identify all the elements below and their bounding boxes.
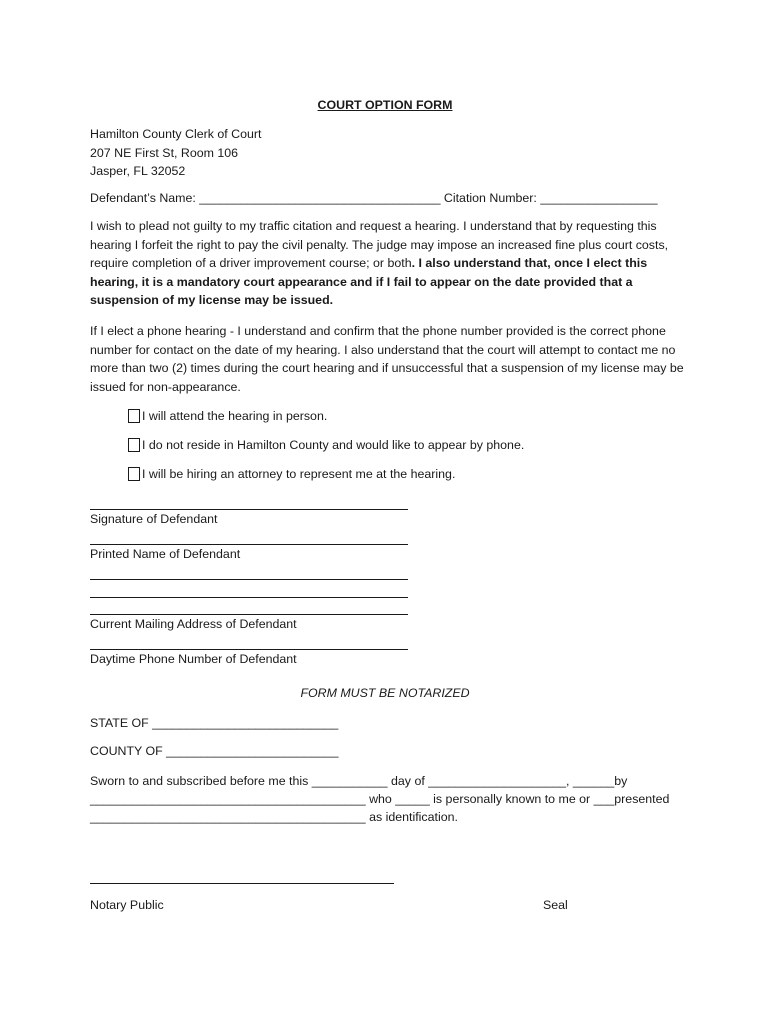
county-line[interactable]: COUNTY OF _________________________ — [90, 744, 339, 758]
notarized-notice: FORM MUST BE NOTARIZED — [300, 686, 470, 700]
checkbox-attorney[interactable] — [128, 467, 140, 481]
address-line-1[interactable] — [90, 579, 408, 580]
address-label: Current Mailing Address of Defendant — [90, 617, 297, 631]
phone-label: Daytime Phone Number of Defendant — [90, 652, 297, 666]
state-line[interactable]: STATE OF ___________________________ — [90, 716, 339, 730]
sworn-line-3[interactable]: ________________________________________ as identification. — [90, 810, 458, 824]
checkbox-in-person[interactable] — [128, 409, 140, 423]
notary-public-label: Notary Public — [90, 898, 164, 912]
seal-label: Seal — [543, 898, 568, 912]
option-in-person[interactable] — [128, 406, 327, 426]
form-title: COURT OPTION FORM — [317, 98, 453, 112]
printed-name-label: Printed Name of Defendant — [90, 547, 241, 561]
notary-signature-line[interactable] — [90, 883, 394, 884]
phone-hearing-paragraph: If I elect a phone hearing - I understand and confirm that the phone number provided is the correct phone number for contact on the date of my hearing. I also understand that the court will attempt to contact me no more than two (2) times during the court hearing and if unsuccessful that a suspension of my license may be issued for non-appearance. — [90, 324, 684, 394]
clerk-city: Jasper, FL 32052 — [90, 164, 186, 179]
option-in-person-label: I will attend the hearing in person. — [142, 408, 328, 423]
sworn-line-1[interactable]: Sworn to and subscribed before me this ___________ day of ____________________, ______by — [90, 774, 628, 788]
clerk-address — [90, 125, 690, 181]
plea-warning-text: . I also understand that, once I elect this hearing, it is a mandatory court appearance and if I fail to appear on the date provided that a suspension of my license may be issued. — [90, 256, 648, 308]
plea-paragraph — [90, 217, 690, 310]
option-by-phone-label: I do not reside in Hamilton County and would like to appear by phone. — [142, 437, 525, 452]
signature-label: Signature of Defendant — [90, 512, 218, 526]
option-by-phone[interactable] — [128, 435, 524, 455]
clerk-name: Hamilton County Clerk of Court — [90, 127, 262, 141]
defendant-citation-line[interactable]: Defendant’s Name: ___________________________________ Citation Number: _________________ — [90, 191, 658, 205]
plea-text: I wish to plead not guilty to my traffic citation and request a hearing. I understand that by requesting this hearing I forfeit the right to pay the civil penalty. The judge may impose an increased fine plus court costs, require completion of a driver improvement course; or both — [90, 219, 669, 271]
option-attorney[interactable] — [128, 464, 455, 484]
checkbox-by-phone[interactable] — [128, 438, 140, 452]
clerk-street: 207 NE First St, Room 106 — [90, 145, 239, 160]
address-line-2[interactable] — [90, 597, 408, 598]
option-attorney-label: I will be hiring an attorney to represent me at the hearing. — [142, 466, 456, 481]
sworn-line-2[interactable]: ________________________________________ who _____ is personally known to me or ___presented — [90, 792, 670, 806]
